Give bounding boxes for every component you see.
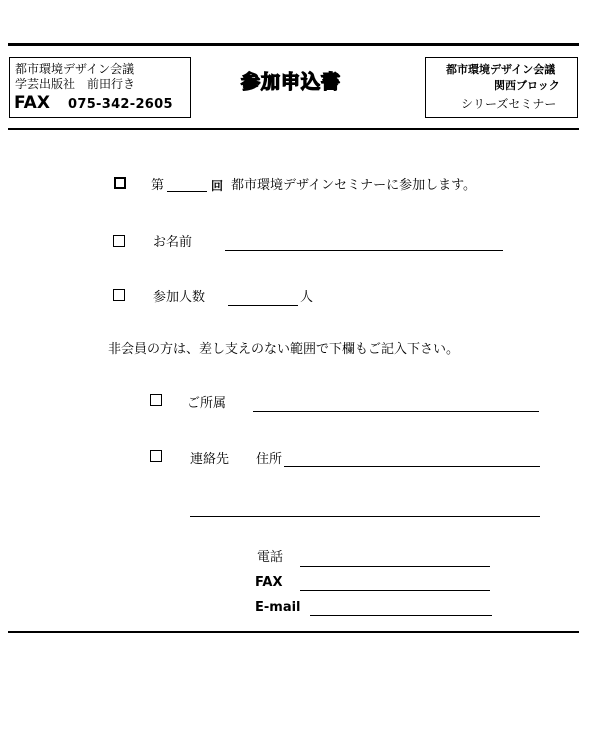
address-field[interactable] xyxy=(284,466,540,467)
count-label: 参加人数 xyxy=(153,290,206,305)
organization-name: 都市環境デザイン会議 xyxy=(15,62,135,76)
destination-box xyxy=(9,57,191,118)
bottom-rule xyxy=(8,631,579,633)
affiliation-checkbox[interactable] xyxy=(150,394,162,406)
phone-field[interactable] xyxy=(300,566,490,567)
form-title: 参加申込書 xyxy=(241,71,342,93)
participation-text: 都市環境デザインセミナーに参加します。 xyxy=(231,178,477,193)
count-checkbox[interactable] xyxy=(113,289,125,301)
publisher-name: 学芸出版社 前田行き xyxy=(15,77,136,91)
participation-checkbox[interactable] xyxy=(114,177,126,189)
fax-label: FAX xyxy=(14,93,50,113)
address-label: 住所 xyxy=(256,452,283,467)
fax-field-label: FAX xyxy=(255,575,283,590)
session-suffix: 回 xyxy=(211,179,224,193)
fax-field[interactable] xyxy=(300,590,490,591)
name-checkbox[interactable] xyxy=(113,235,125,247)
contact-label: 連絡先 xyxy=(190,452,230,467)
session-prefix: 第 xyxy=(151,178,165,193)
email-label: E-mail xyxy=(255,600,301,615)
count-field[interactable] xyxy=(228,305,298,306)
event-block: 関西ブロック xyxy=(494,79,560,92)
phone-label: 電話 xyxy=(257,550,284,565)
address-field-line-2[interactable] xyxy=(190,516,540,517)
non-member-notice: 非会員の方は、差し支えのない範囲で下欄もご記入下さい。 xyxy=(108,342,460,357)
name-field[interactable] xyxy=(225,250,503,251)
event-box xyxy=(425,57,578,118)
top-rule xyxy=(8,43,579,46)
count-unit: 人 xyxy=(300,290,314,305)
event-organization: 都市環境デザイン会議 xyxy=(446,63,556,76)
event-series: シリーズセミナー xyxy=(461,97,557,111)
affiliation-field[interactable] xyxy=(253,411,539,412)
name-label: お名前 xyxy=(153,235,193,250)
contact-checkbox[interactable] xyxy=(150,450,162,462)
fax-number: 075-342-2605 xyxy=(68,97,173,112)
email-field[interactable] xyxy=(310,615,492,616)
header-rule xyxy=(8,128,579,130)
session-number-field[interactable] xyxy=(167,191,207,192)
affiliation-label: ご所属 xyxy=(187,396,227,411)
